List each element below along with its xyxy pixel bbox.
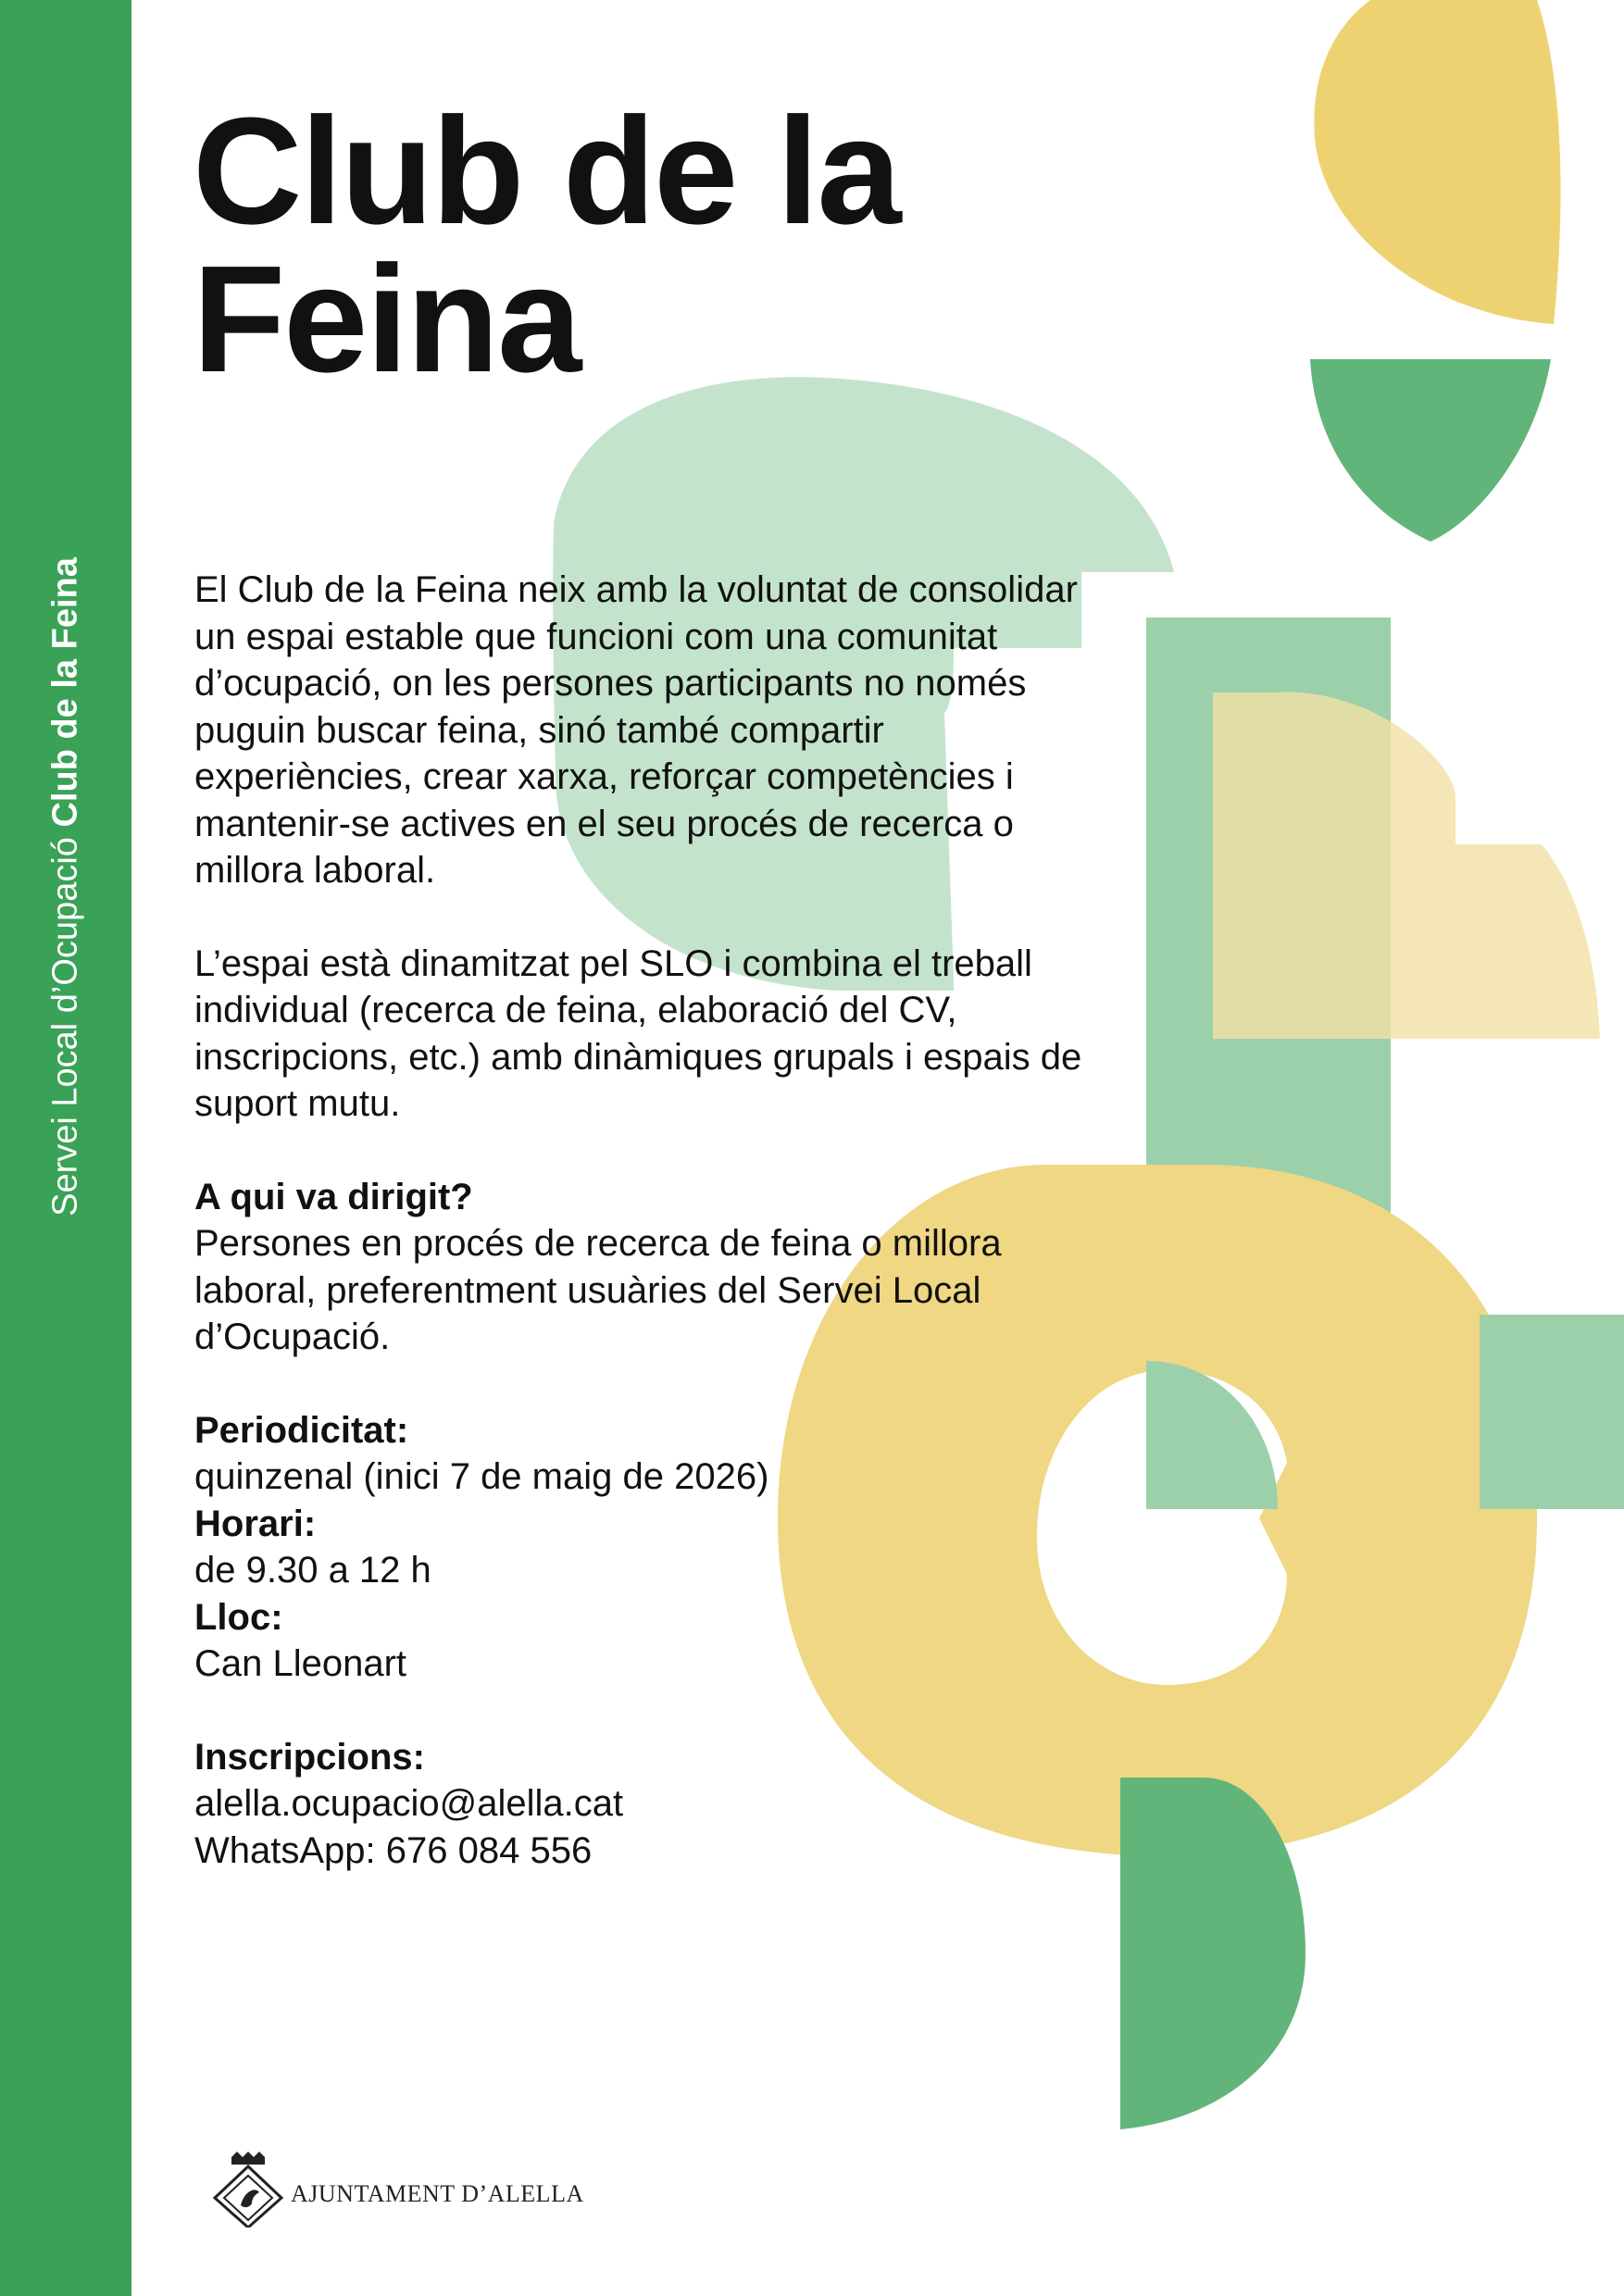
registration-email[interactable]: alella.ocupacio@alella.cat bbox=[194, 1783, 624, 1824]
audience-text: Persones en procés de recerca de feina o millora laboral, preferentment usuàries del Servei Local d’Ocupació. bbox=[194, 1223, 1002, 1357]
schedule-value: de 9.30 a 12 h bbox=[194, 1550, 431, 1591]
coat-of-arms-icon bbox=[211, 2152, 285, 2227]
yellow-leaf-top bbox=[1314, 0, 1560, 324]
periodicity-value: quinzenal (inici 7 de maig de 2026) bbox=[194, 1456, 769, 1497]
place-value: Can Lleonart bbox=[194, 1643, 407, 1684]
pale-yellow-quarter bbox=[1213, 692, 1600, 1039]
registration-whatsapp: WhatsApp: 676 084 556 bbox=[194, 1829, 593, 1871]
main-content bbox=[194, 567, 1083, 1874]
institution-name: AJUNTAMENT D’ALELLA bbox=[291, 2180, 584, 2207]
registration-label: Inscripcions: bbox=[194, 1736, 425, 1778]
place-label: Lloc: bbox=[194, 1596, 283, 1638]
sidebar-club-label: Club de la Feina bbox=[45, 557, 85, 828]
periodicity-label: Periodicitat: bbox=[194, 1409, 409, 1451]
sidebar-service-label: Servei Local d’Ocupació bbox=[45, 837, 85, 1217]
intro-paragraph-1: El Club de la Feina neix amb la voluntat de consolidar un espai estable que funcioni com una comunitat d’ocupació, on les persones participants no només puguin buscar feina, sinó també compartir experiències, crear xarxa, reforçar competències i mantenir-se actives en el seu procés de recerca o millora laboral. bbox=[194, 569, 1078, 891]
page-title bbox=[193, 86, 1118, 404]
intro-paragraph-2: L’espai està dinamitzat pel SLO i combina el treball individual (recerca de feina, elaboració del CV, inscripcions, etc.) amb dinàmiques grupals i espais de suport mutu. bbox=[194, 942, 1082, 1124]
audience-heading: A qui va dirigit? bbox=[194, 1176, 473, 1217]
title-line-2: Feina bbox=[193, 234, 581, 404]
green-square-right bbox=[1480, 1315, 1624, 1509]
title-line-1: Club de la bbox=[193, 86, 900, 256]
schedule-label: Horari: bbox=[194, 1503, 317, 1544]
green-half-leaf bbox=[1310, 359, 1551, 542]
